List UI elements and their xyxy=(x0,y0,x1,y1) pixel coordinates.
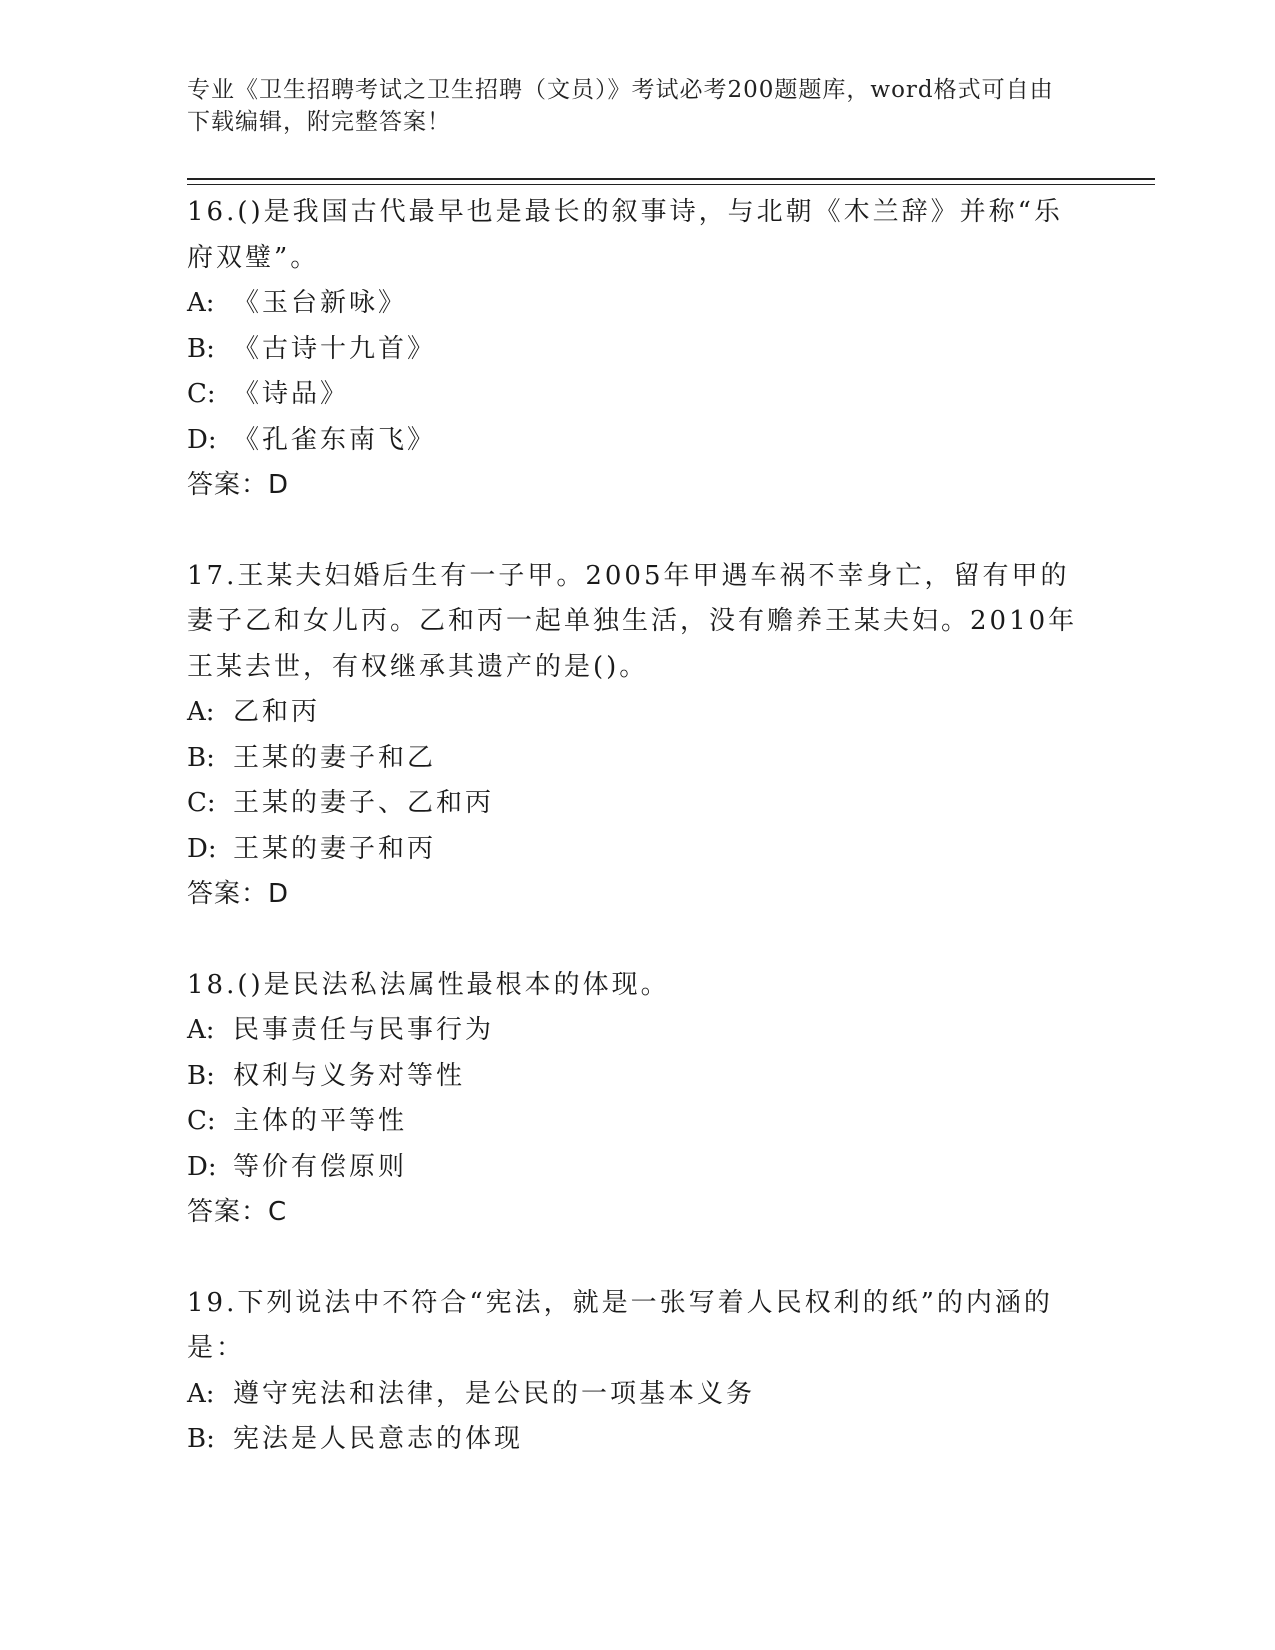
header-divider-thick xyxy=(187,178,1155,180)
question-stem: 18.()是民法私法属性最根本的体现。 xyxy=(187,969,670,1000)
option-b xyxy=(187,1054,1087,1100)
option-text: 王某的妻子和乙 xyxy=(233,742,437,773)
option-b xyxy=(187,327,1087,373)
option-text: 王某的妻子、乙和丙 xyxy=(233,788,495,818)
option-label: A: xyxy=(187,1015,215,1045)
question-17 xyxy=(187,554,1087,918)
question-stem: 16.()是我国古代最早也是最长的叙事诗，与北朝《木兰辞》并称“乐府双璧”。 xyxy=(187,197,1063,273)
option-a xyxy=(187,1008,1087,1054)
option-d xyxy=(187,418,1087,464)
option-label: A: xyxy=(187,1378,215,1409)
document-intro: 专业《卫生招聘考试之卫生招聘（文员）》考试必考200题题库，word格式可自由下载编辑，附完整答案！ xyxy=(187,77,1054,135)
option-text: 乙和丙 xyxy=(233,697,321,727)
option-text: 权利与义务对等性 xyxy=(233,1060,466,1091)
option-d xyxy=(187,1145,1087,1191)
question-16 xyxy=(187,190,1087,509)
option-label: D: xyxy=(187,1151,217,1182)
option-label: D: xyxy=(187,833,217,864)
option-d xyxy=(187,827,1087,873)
option-label: D: xyxy=(187,424,217,455)
option-text: 《诗品》 xyxy=(233,379,350,409)
question-list xyxy=(187,190,1087,1463)
option-c xyxy=(187,781,1087,827)
option-text: 民事责任与民事行为 xyxy=(233,1015,495,1045)
question-stem: 19.下列说法中不符合“宪法，就是一张写着人民权利的纸”的内涵的是： xyxy=(187,1287,1053,1363)
option-label: A: xyxy=(187,697,215,727)
option-label: C: xyxy=(187,1106,216,1136)
option-label: B: xyxy=(187,1060,215,1091)
answer-line: 答案：C xyxy=(187,1197,288,1227)
option-text: 主体的平等性 xyxy=(233,1106,408,1136)
question-spacer xyxy=(187,509,1087,554)
option-label: B: xyxy=(187,742,215,773)
option-text: 等价有偿原则 xyxy=(233,1151,408,1182)
option-text: 《孔雀东南飞》 xyxy=(233,424,437,455)
option-c xyxy=(187,1099,1087,1145)
question-18 xyxy=(187,963,1087,1236)
option-b xyxy=(187,1417,1087,1463)
option-label: C: xyxy=(187,788,216,818)
option-text: 《古诗十九首》 xyxy=(233,333,437,364)
answer-line: 答案：D xyxy=(187,470,290,500)
option-c xyxy=(187,372,1087,418)
option-a xyxy=(187,690,1087,736)
option-a xyxy=(187,281,1087,327)
option-text: 宪法是人民意志的体现 xyxy=(233,1424,524,1454)
option-label: A: xyxy=(187,288,215,318)
option-b xyxy=(187,736,1087,782)
question-stem: 17.王某夫妇婚后生有一子甲。2005年甲遇车祸不幸身亡，留有甲的妻子乙和女儿丙。乙和丙一起单独生活，没有赡养王某夫妇。2010年王某去世，有权继承其遗产的是()。 xyxy=(187,560,1078,682)
question-19 xyxy=(187,1281,1087,1463)
option-label: B: xyxy=(187,1424,215,1454)
header-divider-thin xyxy=(187,184,1155,185)
option-text: 王某的妻子和丙 xyxy=(233,833,437,864)
answer-line: 答案：D xyxy=(187,879,290,909)
option-text: 遵守宪法和法律，是公民的一项基本义务 xyxy=(233,1378,756,1409)
question-spacer xyxy=(187,1236,1087,1281)
question-spacer xyxy=(187,918,1087,963)
option-a xyxy=(187,1372,1087,1418)
option-label: C: xyxy=(187,379,216,409)
option-text: 《玉台新咏》 xyxy=(233,288,408,318)
option-label: B: xyxy=(187,333,215,364)
